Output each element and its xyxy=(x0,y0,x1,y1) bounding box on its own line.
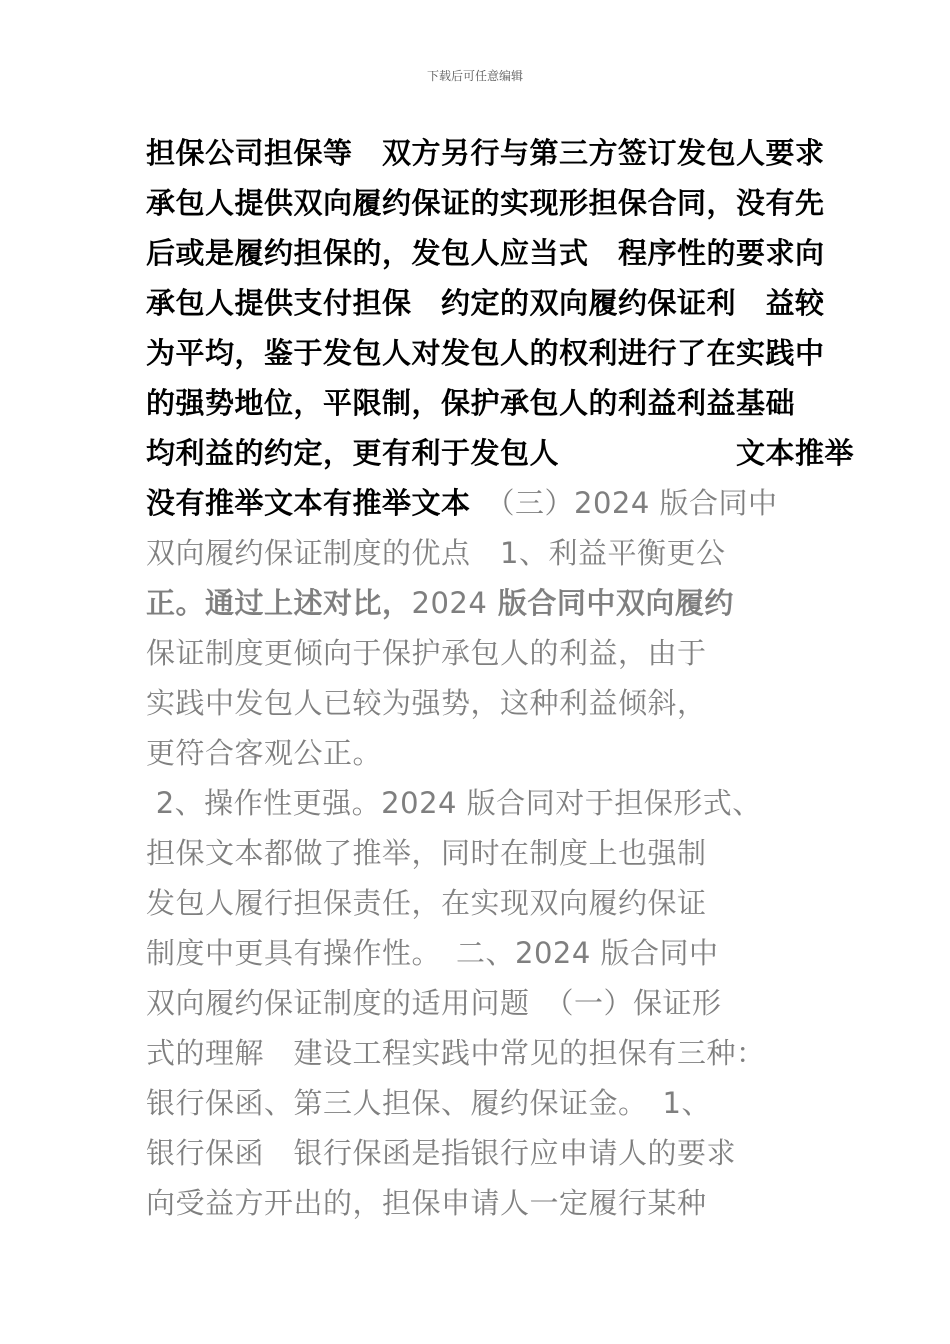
text-segment: 2024 xyxy=(411,586,488,620)
text-line xyxy=(146,478,836,528)
text-segment: 银行保函、第三人担保、履约保证金。 xyxy=(146,1086,663,1120)
text-line xyxy=(146,278,836,328)
text-segment: 式的理解 建设工程实践中常见的担保有三种： xyxy=(146,1036,766,1070)
page-header-note: 下载后可任意编辑 xyxy=(426,69,523,83)
section-heading: （一）保证形 xyxy=(559,986,722,1020)
text-line xyxy=(146,1078,836,1128)
text-segment: 担保文本都做了推举，同时在制度上也强制 xyxy=(146,836,707,870)
text-line xyxy=(146,728,836,778)
text-segment: 保证制度更倾向于保护承包人的利益，由于 xyxy=(146,636,707,670)
text-line xyxy=(146,928,836,978)
text-segment: 更符合客观公正。 xyxy=(146,736,383,770)
text-segment: 2024 版合同对于担保形式、 xyxy=(381,786,762,820)
section-heading: （三）2024 版合同中 xyxy=(500,486,778,520)
text-segment: 承包人提供支付担保 约定的双向履约保证利 益较 xyxy=(146,286,825,320)
text-line xyxy=(146,1028,836,1078)
text-segment: 双向履约保证制度的适用问题 xyxy=(146,986,560,1020)
text-line xyxy=(146,378,836,428)
text-segment: 没有推举文本有推举文本 xyxy=(146,486,501,520)
text-segment: 均利益的约定，更有利于发包人 文本推举 xyxy=(146,436,855,470)
text-line xyxy=(146,978,836,1028)
text-line xyxy=(146,228,836,278)
text-segment: 版合同中双向履约 xyxy=(487,586,734,620)
document-body xyxy=(146,128,855,1228)
text-segment: 为平均，鉴于发包人对发包人的权利进行了在实践中 xyxy=(146,336,825,370)
text-segment: 实践中发包人已较为强势，这种利益倾斜， xyxy=(146,686,707,720)
text-segment: 双向履约保证制度的优点 xyxy=(146,536,501,570)
text-segment: 担保公司担保等 双方另行与第三方签订发包人要求 xyxy=(146,136,825,170)
text-segment: 制度中更具有操作性。 xyxy=(146,936,457,970)
text-line xyxy=(146,578,836,628)
text-line xyxy=(146,528,836,578)
text-line xyxy=(146,778,836,828)
text-line xyxy=(146,628,836,678)
text-line xyxy=(146,178,836,228)
text-line xyxy=(146,128,836,178)
text-segment: 承包人提供双向履约保证的实现形担保合同，没有先 xyxy=(146,186,825,220)
text-segment: 向受益方开出的，担保申请人一定履行某种 xyxy=(146,1186,707,1220)
text-line xyxy=(146,678,836,728)
text-line xyxy=(146,428,855,478)
text-segment: 银行保函 银行保函是指银行应申请人的要求 xyxy=(146,1136,737,1170)
text-segment: 1、 xyxy=(662,1086,711,1120)
text-line xyxy=(146,1128,836,1178)
text-line xyxy=(146,328,836,378)
text-segment: 1、利益平衡更公 xyxy=(500,536,726,570)
text-segment: 的强势地位，平限制，保护承包人的利益利益基础 xyxy=(146,386,796,420)
text-segment: 后或是履约担保的，发包人应当式 程序性的要求向 xyxy=(146,236,825,270)
text-segment: 正。通过上述对比， xyxy=(146,586,412,620)
text-line xyxy=(146,878,836,928)
section-heading: 二、2024 版合同中 xyxy=(456,936,719,970)
text-line xyxy=(146,828,836,878)
text-line xyxy=(146,1178,836,1228)
text-segment: 2、操作性更强。 xyxy=(146,786,382,820)
text-segment: 发包人履行担保责任，在实现双向履约保证 xyxy=(146,886,707,920)
